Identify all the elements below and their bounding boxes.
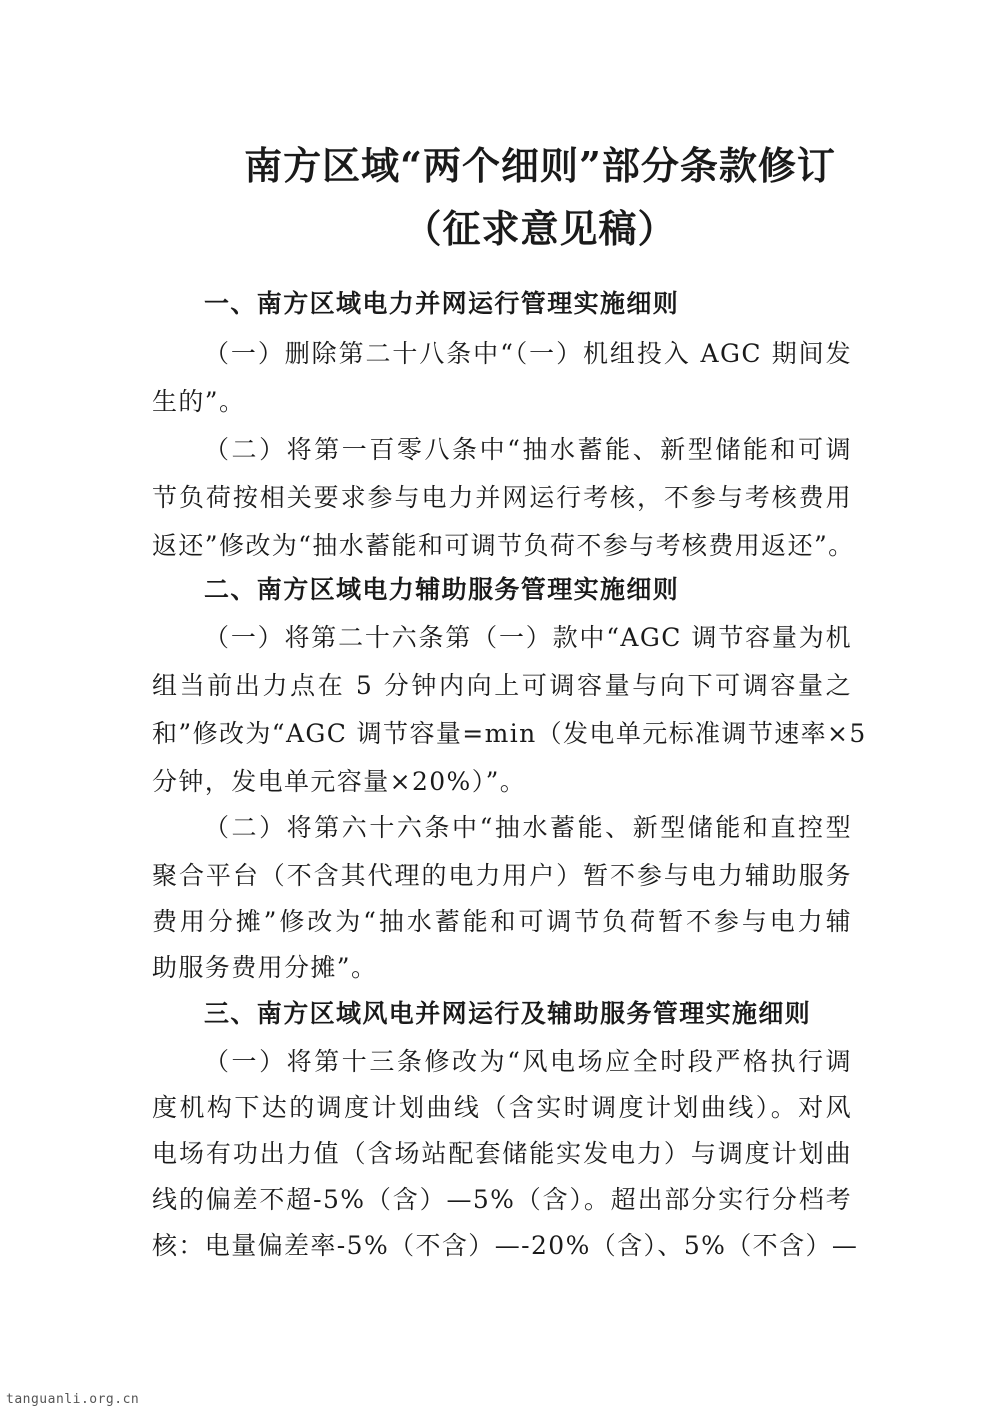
paragraph-line: （一）将第十三条修改为“风电场应全时段严格执行调 (204, 1047, 852, 1076)
paragraph-line: 线的偏差不超-5%（含）—5%（含）。超出部分实行分档考 (152, 1185, 852, 1214)
paragraph-line: 核：电量偏差率-5%（不含）—-20%（含）、5%（不含）— (152, 1231, 859, 1260)
paragraph-line: 度机构下达的调度计划曲线（含实时调度计划曲线）。对风 (152, 1093, 852, 1122)
document-subtitle: （征求意见稿） (403, 206, 677, 251)
paragraph-line: 电场有功出力值（含场站配套储能实发电力）与调度计划曲 (152, 1139, 852, 1168)
paragraph-line: 助服务费用分摊”。 (152, 953, 378, 982)
paragraph-line: 节负荷按相关要求参与电力并网运行考核，不参与考核费用 (152, 483, 852, 512)
section-heading-1: 一、南方区域电力并网运行管理实施细则 (204, 289, 680, 318)
paragraph-line: （二）将第六十六条中“抽水蓄能、新型储能和直控型 (204, 813, 852, 842)
paragraph-line: 费用分摊”修改为“抽水蓄能和可调节负荷暂不参与电力辅 (152, 907, 852, 936)
paragraph-line: 和”修改为“AGC 调节容量=min（发电单元标准调节速率×5 (152, 719, 867, 748)
document-title: 南方区域“两个细则”部分条款修订 (244, 143, 836, 188)
section-heading-3: 三、南方区域风电并网运行及辅助服务管理实施细则 (204, 999, 812, 1028)
paragraph-line: 聚合平台（不含其代理的电力用户）暂不参与电力辅助服务 (152, 861, 852, 890)
paragraph-line: 分钟，发电单元容量×20%）”。 (152, 767, 527, 796)
watermark-text: tanguanli.org.cn (6, 1392, 140, 1407)
paragraph-line: 组当前出力点在 5 分钟内向上可调容量与向下可调容量之 (152, 671, 852, 700)
paragraph-line: 返还”修改为“抽水蓄能和可调节负荷不参与考核费用返还”。 (152, 531, 855, 560)
paragraph-line: （一）将第二十六条第（一）款中“AGC 调节容量为机 (204, 623, 852, 652)
paragraph-line: 生的”。 (152, 387, 246, 416)
paragraph-line: （一）删除第二十八条中“（一）机组投入 AGC 期间发 (204, 339, 852, 368)
paragraph-line: （二）将第一百零八条中“抽水蓄能、新型储能和可调 (204, 435, 852, 464)
section-heading-2: 二、南方区域电力辅助服务管理实施细则 (204, 575, 680, 604)
